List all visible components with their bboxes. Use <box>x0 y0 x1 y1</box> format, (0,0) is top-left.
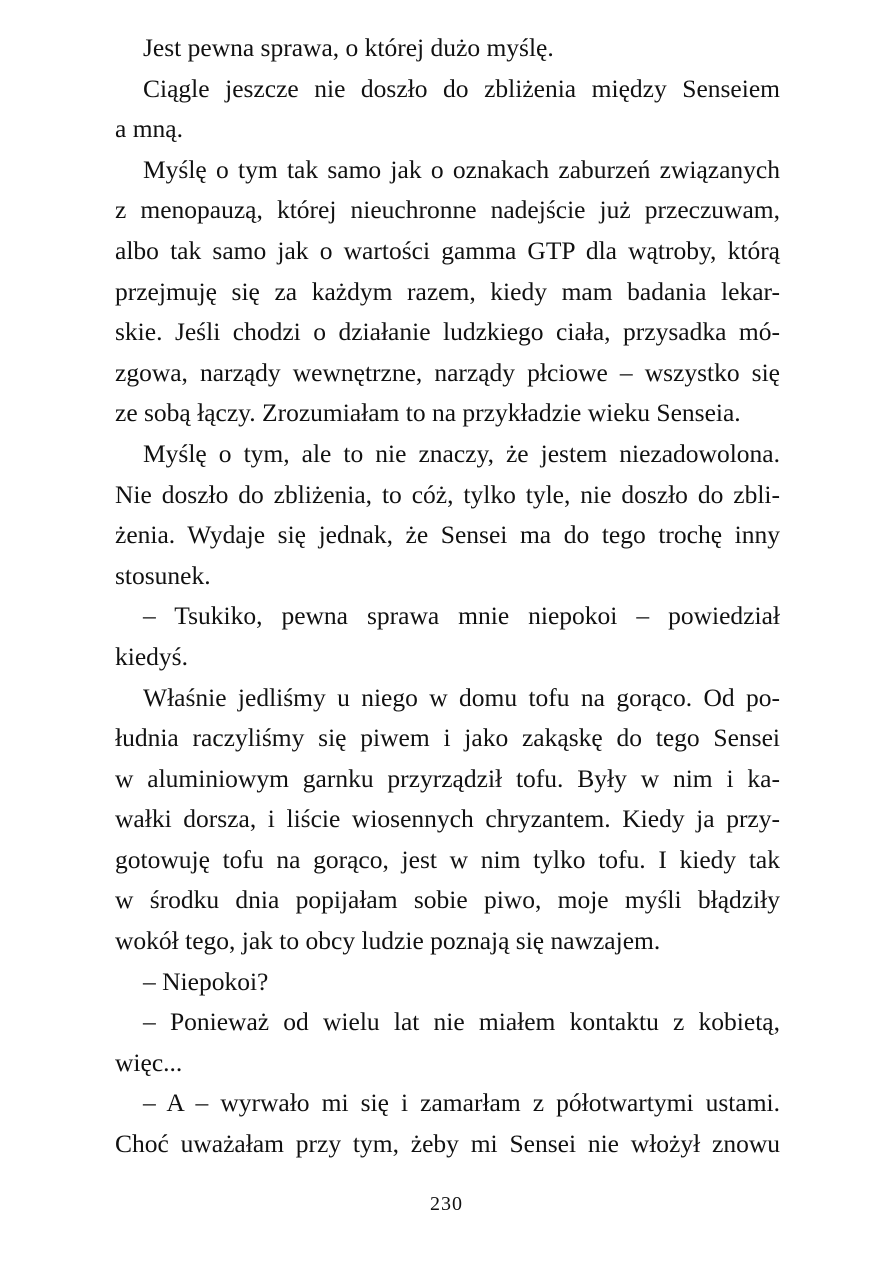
text-line: więc... <box>115 1047 183 1077</box>
text-line: Właśnie jedliśmy u niego w domu tofu na gorąco. Od po- <box>143 682 780 712</box>
text-line: przejmuję się za każdym razem, kiedy mam badania lekar- <box>115 276 780 306</box>
text-line: stosunek. <box>115 560 211 590</box>
text-line: kiedyś. <box>115 641 188 671</box>
body-text <box>115 28 780 1165</box>
page-number: 230 <box>430 1193 463 1215</box>
text-line: ze sobą łączy. Zrozumiałam to na przykładzie wieku Senseia. <box>115 398 741 428</box>
text-line: żenia. Wydaje się jednak, że Sensei ma do tego trochę inny <box>115 520 780 550</box>
text-line: wokół tego, jak to obcy ludzie poznają się nawzajem. <box>115 926 661 956</box>
text-line: Nie doszło do zbliżenia, to cóż, tylko tyle, nie doszło do zbli- <box>115 479 780 509</box>
text-line: gotowuję tofu na gorąco, jest w nim tylko tofu. I kiedy tak <box>115 844 780 874</box>
text-line: Jest pewna sprawa, o której dużo myślę. <box>143 33 554 62</box>
text-line: – Tsukiko, pewna sprawa mnie niepokoi – powiedział <box>143 601 780 631</box>
text-line: z menopauzą, której nieuchronne nadejście już przeczuwam, <box>115 195 780 225</box>
text-line: wałki dorsza, i liście wiosennych chryzantem. Kiedy ja przy- <box>115 804 780 834</box>
text-line: w aluminiowym garnku przyrządził tofu. Były w nim i ka- <box>115 763 780 793</box>
text-line: zgowa, narządy wewnętrzne, narządy płciowe – wszystko się <box>115 357 780 387</box>
text-line: Ciągle jeszcze nie doszło do zbliżenia między Senseiem <box>143 73 780 103</box>
text-line: Choć uważałam przy tym, żeby mi Sensei nie włożył znowu <box>115 1129 780 1159</box>
text-line: skie. Jeśli chodzi o działanie ludzkiego ciała, przysadka mó- <box>115 317 780 347</box>
text-line: łudnia raczyliśmy się piwem i jako zakąskę do tego Sensei <box>115 723 780 753</box>
text-line: albo tak samo jak o wartości gamma GTP dla wątroby, którą <box>115 235 780 265</box>
text-line: a mną. <box>115 114 183 144</box>
text-line: – A – wyrwało mi się i zamarłam z półotwartymi ustami. <box>143 1088 780 1118</box>
text-line: Myślę o tym tak samo jak o oznakach zaburzeń związanych <box>143 154 780 184</box>
text-line: – Ponieważ od wielu lat nie miałem kontaktu z kobietą, <box>143 1007 780 1037</box>
text-line: – Niepokoi? <box>143 966 269 996</box>
text-line: Myślę o tym, ale to nie znaczy, że jestem niezadowolona. <box>143 438 780 468</box>
text-line: w środku dnia popijałam sobie piwo, moje myśli błądziły <box>115 885 780 915</box>
